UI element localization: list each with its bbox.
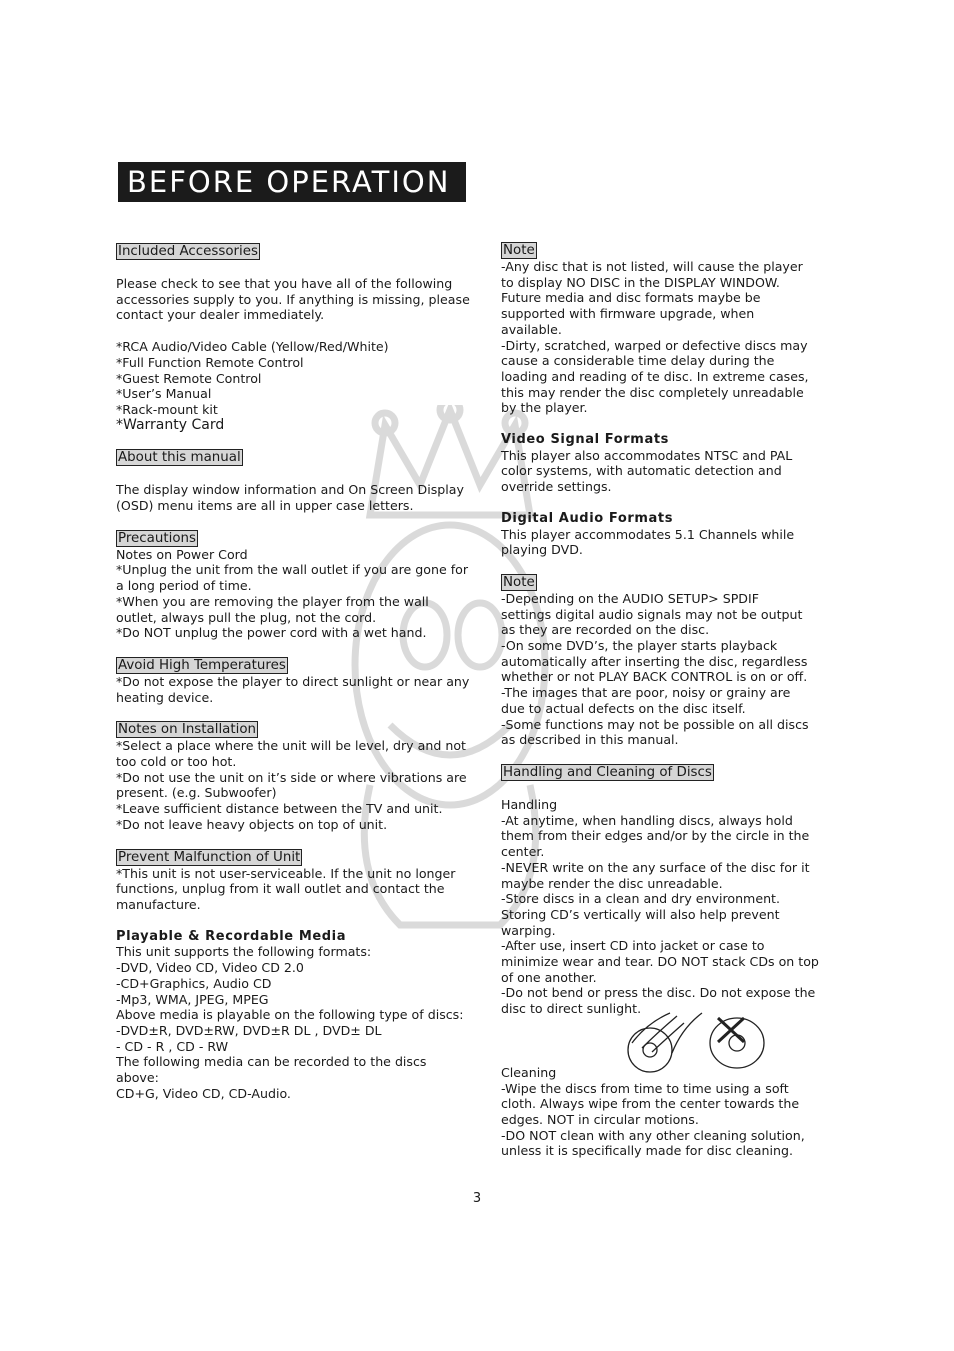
text-line: (OSD) menu items are all in upper case letters. <box>116 498 414 514</box>
text-line: available. <box>501 321 562 337</box>
text-line: *Do not leave heavy objects on top of unit. <box>116 816 388 832</box>
section-heading-installation: Notes on Installation <box>118 722 257 738</box>
text-line: playing DVD. <box>501 542 583 558</box>
text-line: Handling <box>501 796 558 812</box>
text-line: -DVD±R, DVD±RW, DVD±R DL , DVD± DL <box>116 1022 382 1038</box>
page-title: BEFORE OPERATION <box>118 162 466 202</box>
text-line: *Do not expose the player to direct sunlight or near any <box>116 673 470 689</box>
text-line: whether or not PLAY BACK CONTROL is on or off. <box>501 669 808 685</box>
accessory-item: *User’s Manual <box>116 386 212 402</box>
text-line: -DVD, Video CD, Video CD 2.0 <box>116 960 304 976</box>
text-line: Storing CD’s vertically will also help prevent <box>501 906 780 922</box>
text-line: This player also accommodates NTSC and PAL <box>501 447 793 463</box>
section-heading-accessories: Included Accessories <box>118 244 258 259</box>
text-line: manufacture. <box>116 896 201 912</box>
text-line: to display NO DISC in the DISPLAY WINDOW. <box>501 274 780 290</box>
text-line: by the player. <box>501 400 588 416</box>
section-heading-media: Playable & Recordable Media <box>116 928 347 944</box>
text-line: cloth. Always wipe from the center towards the <box>501 1096 800 1112</box>
text-line: accessories supply to you. If anything is missing, please <box>116 291 470 307</box>
text-line: *Unplug the unit from the wall outlet if you are gone for <box>116 562 469 578</box>
left-column <box>116 243 486 1101</box>
accessory-item: *Full Function Remote Control <box>116 354 304 370</box>
text-line: This player accommodates 5.1 Channels while <box>501 526 795 542</box>
text-line: of one another. <box>501 969 597 985</box>
text-line: warping. <box>501 922 556 938</box>
text-line: -Some functions may not be possible on all discs <box>501 716 809 732</box>
text-line: Cleaning <box>501 1064 557 1080</box>
section-heading-manual: About this manual <box>118 450 241 466</box>
text-line: -Any disc that is not listed, will cause the player <box>501 259 803 274</box>
text-line: above: <box>116 1070 159 1086</box>
text-line: The following media can be recorded to the discs <box>116 1054 427 1070</box>
section-heading-handling: Handling and Cleaning of Discs <box>503 764 712 780</box>
text-line: *Do NOT unplug the power cord with a wet hand. <box>116 625 427 641</box>
text-line: present. (e.g. Subwoofer) <box>116 785 277 801</box>
text-line: minimize wear and tear. DO NOT stack CDs on top <box>501 954 819 970</box>
text-line: *Select a place where the unit will be level, dry and not <box>116 738 466 754</box>
accessory-item: *Rack-mount kit <box>116 401 218 417</box>
text-line: Future media and disc formats maybe be <box>501 290 761 306</box>
text-line: contact your dealer immediately. <box>116 307 325 323</box>
page-number: 3 <box>472 1191 482 1206</box>
text-line: this may render the disc completely unreadable <box>501 384 804 400</box>
text-line: The display window information and On Screen Display <box>116 482 464 498</box>
text-line: a long period of time. <box>116 578 252 594</box>
text-line: color systems, with automatic detection and <box>501 463 782 479</box>
text-line: -DO NOT clean with any other cleaning solution, <box>501 1127 805 1143</box>
text-line: Above media is playable on the following type of discs: <box>116 1007 464 1023</box>
section-heading-temperatures: Avoid High Temperatures <box>118 657 286 673</box>
accessory-item: *RCA Audio/Video Cable (Yellow/Red/White) <box>116 339 389 355</box>
text-line: edges. NOT in circular motions. <box>501 1111 699 1127</box>
text-line: CD+G, Video CD, CD-Audio. <box>116 1085 291 1101</box>
text-line: This unit supports the following formats: <box>116 944 372 960</box>
text-line: -Depending on the AUDIO SETUP> SPDIF <box>501 590 759 606</box>
text-line: *This unit is not user-serviceable. If the unit no longer <box>116 865 456 881</box>
text-line: loading and reading of te disc. In extreme cases, <box>501 368 809 384</box>
section-heading-note: Note <box>503 574 535 590</box>
text-line: automatically after inserting the disc, regardless <box>501 653 808 669</box>
text-line: Notes on Power Cord <box>116 546 248 562</box>
text-line: override settings. <box>501 479 612 495</box>
accessory-item: *Guest Remote Control <box>116 370 262 386</box>
text-line: -Wipe the discs from time to time using a soft <box>501 1080 789 1096</box>
text-line: unless it is specifically made for disc cleaning. <box>501 1143 793 1159</box>
section-heading-precautions: Precautions <box>118 530 196 546</box>
text-line: -The images that are poor, noisy or grainy are <box>501 685 791 701</box>
text-line: -Mp3, WMA, JPEG, MPEG <box>116 991 269 1007</box>
text-line: settings digital audio signals may not be output <box>501 606 803 622</box>
text-line: -CD+Graphics, Audio CD <box>116 975 272 991</box>
text-line: -On some DVD’s, the player starts playback <box>501 638 778 654</box>
text-line: outlet, always pull the plug, not the cord. <box>116 609 377 625</box>
text-line: due to actual defects on the disc itself. <box>501 700 746 716</box>
text-line: functions, unplug from it wall outlet and contact the <box>116 881 445 897</box>
text-line: supported with firmware upgrade, when <box>501 306 755 322</box>
text-line: *When you are removing the player from the wall <box>116 593 429 609</box>
text-line: too cold or too hot. <box>116 754 237 770</box>
text-line: *Do not use the unit on it’s side or where vibrations are <box>116 769 467 785</box>
section-heading-audio: Digital Audio Formats <box>501 510 674 526</box>
section-heading-malfunction: Prevent Malfunction of Unit <box>118 849 301 865</box>
text-line: heating device. <box>116 689 214 705</box>
accessory-item-warranty: *Warranty Card <box>116 416 225 433</box>
text-line: -Dirty, scratched, warped or defective discs may <box>501 337 808 353</box>
text-line: center. <box>501 844 545 860</box>
section-heading-note: Note <box>503 243 535 258</box>
text-line: -At anytime, when handling discs, always hold <box>501 812 793 828</box>
text-line: cause a considerable time delay during the <box>501 353 775 369</box>
text-line: -Store discs in a clean and dry environment. <box>501 891 780 907</box>
text-line: -After use, insert CD into jacket or case to <box>501 938 765 954</box>
disc-cleaning-illustration <box>622 1008 772 1078</box>
text-line: - CD - R , CD - RW <box>116 1038 229 1054</box>
text-line: -NEVER write on the any surface of the disc for it <box>501 859 810 875</box>
text-line: *Leave sufficient distance between the TV and unit. <box>116 801 443 817</box>
text-line: Please check to see that you have all of the following <box>116 276 453 291</box>
section-heading-video: Video Signal Formats <box>501 432 669 448</box>
text-line: as described in this manual. <box>501 732 679 748</box>
text-line: as they are recorded on the disc. <box>501 622 710 638</box>
text-line: -Do not bend or press the disc. Do not expose the <box>501 985 816 1001</box>
text-line: maybe render the disc unreadable. <box>501 875 723 891</box>
text-line: them from their edges and/or by the circle in the <box>501 828 810 844</box>
text-line: disc to direct sunlight. <box>501 1001 642 1017</box>
